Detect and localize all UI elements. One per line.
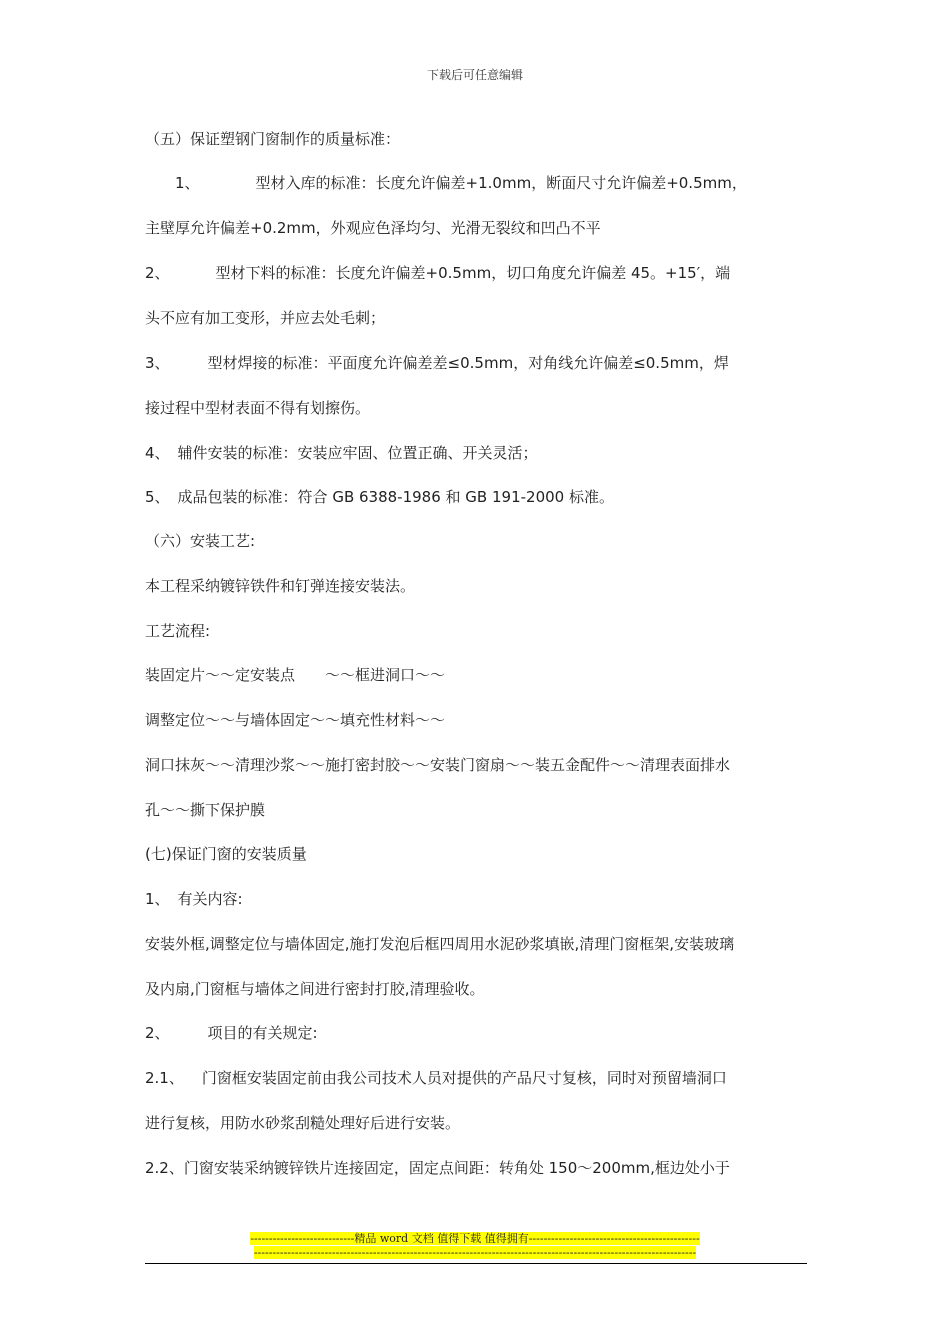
list-item-7-1: 1、 有关内容: [145, 890, 243, 908]
list-item-3-cont: 接过程中型材表面不得有划擦伤。 [145, 399, 371, 417]
list-item-2-1: 2.1、 门窗框安装固定前由我公司技术人员对提供的产品尺寸复核，同时对预留墙洞口 [145, 1069, 727, 1087]
process-line-1: 装固定片～～定安装点 ～～框进洞口～～ [145, 666, 446, 684]
list-item-2: 2、 型材下料的标准：长度允许偏差+0.5mm，切口角度允许偏差 45。+15′，端 [145, 264, 731, 282]
process-line-3: 洞口抹灰～～清理沙浆～～施打密封胶～～安装门窗扇～～装五金配件～～清理表面排水 [145, 756, 731, 774]
list-item-5: 5、 成品包装的标准：符合 GB 6388-1986 和 GB 191-2000 标准。 [145, 488, 614, 506]
paragraph-install-cont: 及内扇,门窗框与墙体之间进行密封打胶,清理验收。 [145, 980, 485, 998]
list-item-7-2: 2、 项目的有关规定: [145, 1024, 318, 1042]
list-item-2-cont: 头不应有加工变形，并应去处毛刺； [145, 309, 386, 327]
list-item-4: 4、 辅件安装的标准：安装应牢固、位置正确、开关灵活； [145, 444, 538, 462]
section-heading-7: (七)保证门窗的安装质量 [145, 845, 307, 863]
page-header: 下载后可任意编辑 [426, 68, 523, 82]
list-item-1: 1、 型材入库的标准：长度允许偏差+1.0mm，断面尺寸允许偏差+0.5mm， [175, 174, 747, 192]
list-item-1-cont: 主壁厚允许偏差+0.2mm，外观应色泽均匀、光滑无裂纹和凹凸不平 [145, 219, 601, 237]
process-line-2: 调整定位～～与墙体固定～～填充性材料～～ [145, 711, 446, 729]
footer-banner: ----------------------------精品 word 文档 值得下载 值得拥有---------------------------------------------- [250, 1232, 700, 1245]
process-line-4: 孔～～撕下保护膜 [145, 801, 266, 819]
list-item-2-1-cont: 进行复核，用防水砂浆刮糙处理好后进行安装。 [145, 1114, 461, 1132]
paragraph-method: 本工程采纳镀锌铁件和钉弹连接安装法。 [145, 577, 416, 595]
footer-rule [145, 1263, 807, 1264]
section-heading-6: （六）安装工艺: [145, 532, 256, 550]
footer-dashes: ----------------------------------------------------------------------------------------------------------------------- [253, 1246, 697, 1259]
list-item-3: 3、 型材焊接的标准：平面度允许偏差差≤0.5mm，对角线允许偏差≤0.5mm，焊 [145, 354, 729, 372]
paragraph-install: 安装外框,调整定位与墙体固定,施打发泡后框四周用水泥砂浆填嵌,清理门窗框架,安装玻璃 [145, 935, 735, 953]
list-item-2-2: 2.2、门窗安装采纳镀锌铁片连接固定，固定点间距：转角处 150～200mm,框边处小于 [145, 1159, 730, 1177]
process-heading: 工艺流程: [145, 622, 211, 640]
section-heading-5: （五）保证塑钢门窗制作的质量标准： [145, 130, 401, 148]
